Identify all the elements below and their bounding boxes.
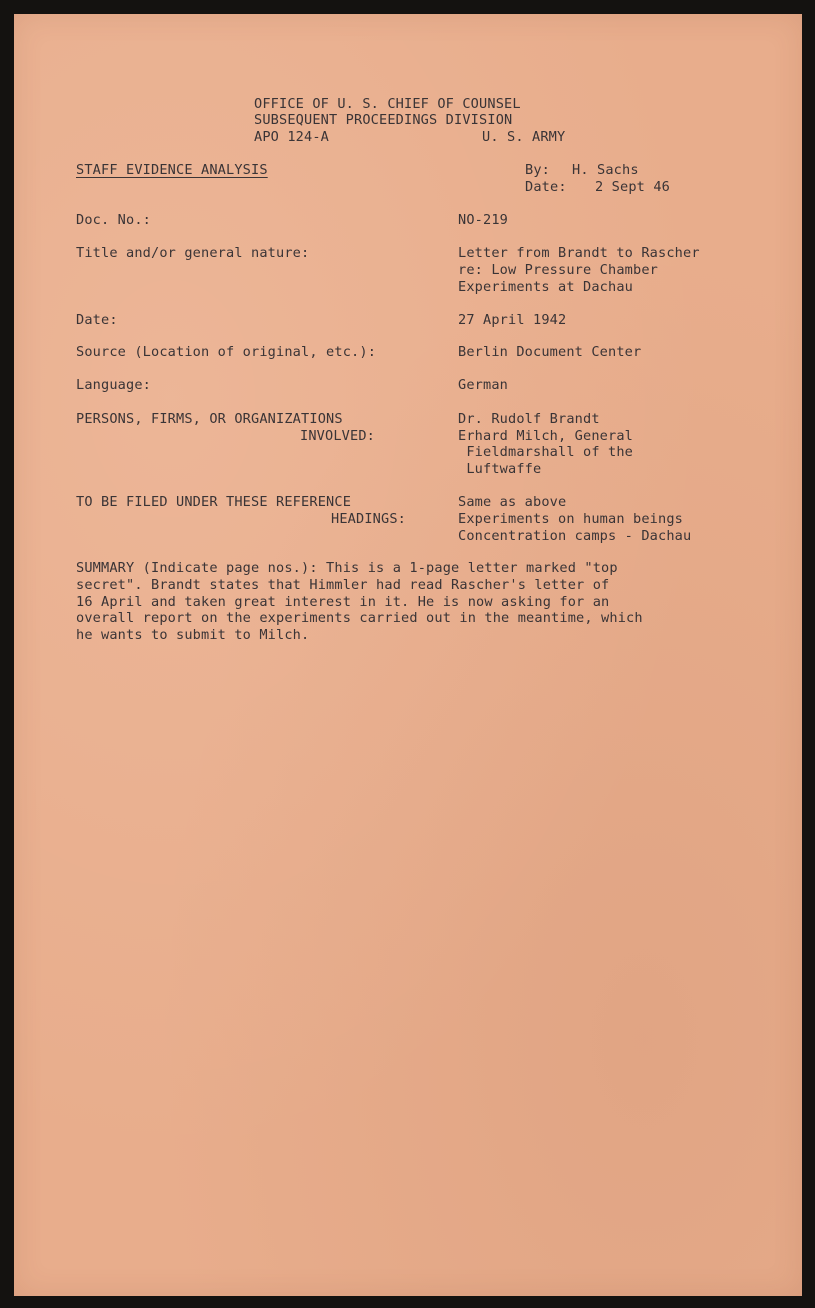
doc-no-label: Doc. No.: [76, 212, 152, 228]
date-value: 2 Sept 46 [595, 179, 671, 195]
filed-under-line: Same as above [458, 494, 567, 510]
language-value: German [458, 377, 509, 393]
by-value: H. Sachs [572, 162, 639, 178]
persons-label: PERSONS, FIRMS, OR ORGANIZATIONS [76, 411, 343, 427]
date-field-value: 27 April 1942 [458, 312, 567, 328]
summary-line: he wants to submit to Milch. [76, 627, 310, 643]
analysis-title: STAFF EVIDENCE ANALYSIS [76, 162, 268, 178]
persons-line: Luftwaffe [458, 461, 542, 477]
filed-under-label-headings: HEADINGS: [331, 511, 407, 527]
summary-line: SUMMARY (Indicate page nos.): This is a 1-page letter marked "top [76, 560, 618, 576]
filed-under-label: TO BE FILED UNDER THESE REFERENCE [76, 494, 352, 510]
header-office: OFFICE OF U. S. CHIEF OF COUNSEL [254, 96, 521, 112]
title-line: Letter from Brandt to Rascher [458, 245, 700, 261]
doc-no-value: NO-219 [458, 212, 509, 228]
title-line: re: Low Pressure Chamber [458, 262, 659, 278]
header-army: U. S. ARMY [482, 129, 566, 145]
source-value: Berlin Document Center [458, 344, 642, 360]
summary-line: overall report on the experiments carried out in the meantime, which [76, 610, 643, 626]
persons-line: Dr. Rudolf Brandt [458, 411, 600, 427]
persons-label-involved: INVOLVED: [300, 428, 376, 444]
title-label: Title and/or general nature: [76, 245, 310, 261]
document-page [14, 14, 802, 1296]
title-line: Experiments at Dachau [458, 279, 634, 295]
source-label: Source (Location of original, etc.): [76, 344, 377, 360]
header-division: SUBSEQUENT PROCEEDINGS DIVISION [254, 112, 513, 128]
date-label: Date: [525, 179, 567, 195]
persons-line: Erhard Milch, General [458, 428, 634, 444]
persons-line: Fieldmarshall of the [458, 444, 634, 460]
by-label: By: [525, 162, 551, 178]
header-apo: APO 124-A [254, 129, 330, 145]
date-field-label: Date: [76, 312, 118, 328]
filed-under-line: Concentration camps - Dachau [458, 528, 692, 544]
language-label: Language: [76, 377, 152, 393]
summary-line: secret". Brandt states that Himmler had read Rascher's letter of [76, 577, 610, 593]
summary-line: 16 April and taken great interest in it. He is now asking for an [76, 594, 610, 610]
filed-under-line: Experiments on human beings [458, 511, 684, 527]
